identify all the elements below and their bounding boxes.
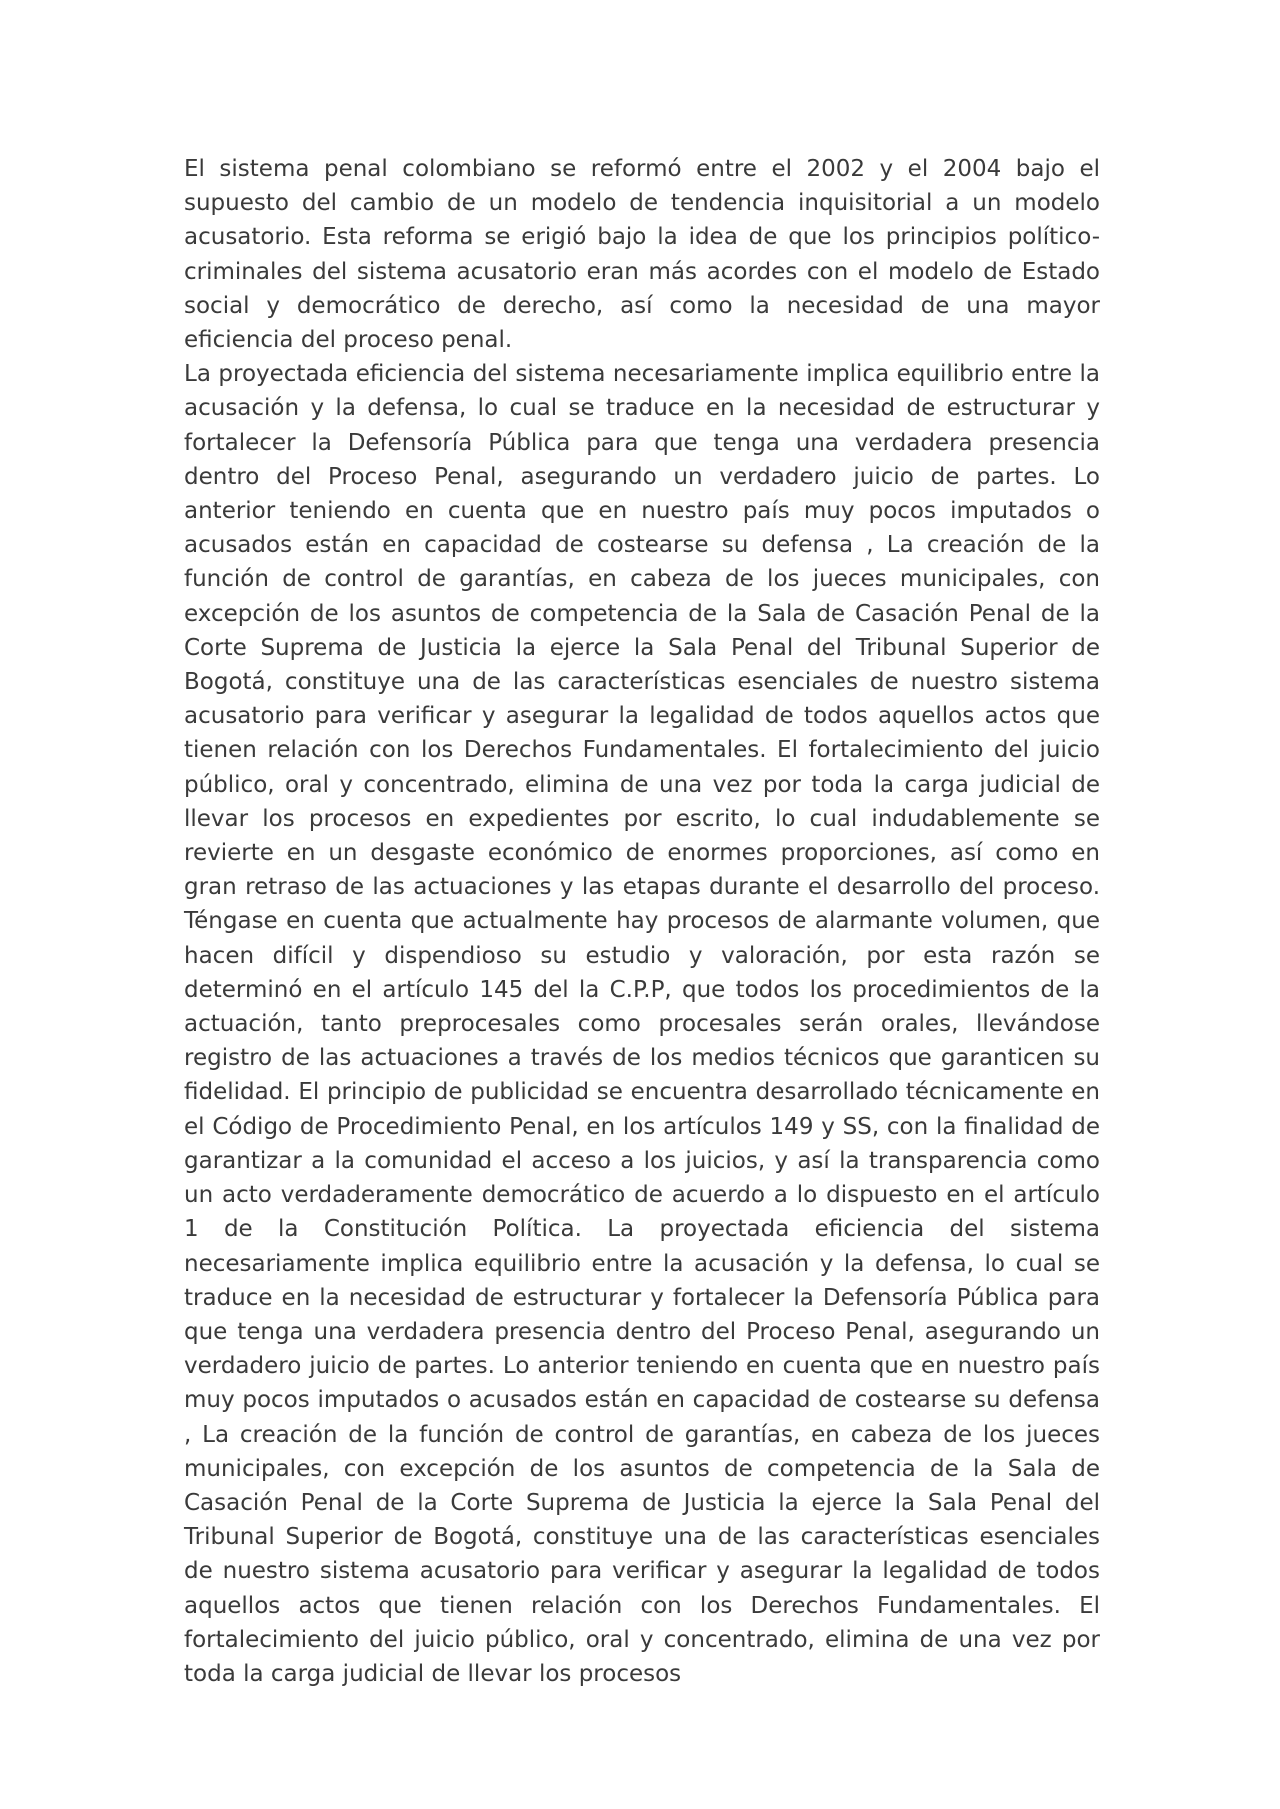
paragraph-2: La proyectada eficiencia del sistema necesariamente implica equilibrio entre la acusación y la defensa, lo cual se traduce en la necesidad de estructurar y fortalecer la Defensoría Pública para que tenga una verdadera presencia dentro del Proceso Penal, asegurando un verdadero juicio de partes. Lo anterior teniendo en cuenta que en nuestro país muy pocos imputados o acusados están en capacidad de costearse su defensa , La creación de la función de control de garantías, en cabeza de los jueces municipales, con excepción de los asuntos de competencia de la Sala de Casación Penal de la Corte Suprema de Justicia la ejerce la Sala Penal del Tribunal Superior de Bogotá, constituye una de las características esenciales de nuestro sistema acusatorio para verificar y asegurar la legalidad de todos aquellos actos que tienen relación con los Derechos Fundamentales. El fortalecimiento del juicio público, oral y concentrado, elimina de una vez por toda la carga judicial de llevar los procesos en expedientes por escrito, lo cual indudablemente se revierte en un desgaste económico de enormes proporciones, así como en gran retraso de las actuaciones y las etapas durante el desarrollo del proceso. Téngase en cuenta que actualmente hay procesos de alarmante volumen, que hacen difícil y dispendioso su estudio y valoración, por esta razón se determinó en el artículo 145 del la C.P.P, que todos los procedimientos de la actuación, tanto preprocesales como procesales serán orales, llevándose registro de las actuaciones a través de los medios técnicos que garanticen su fidelidad. El principio de publicidad se encuentra desarrollado técnicamente en el Código de Procedimiento Penal, en los artículos 149 y SS, con la finalidad de garantizar a la comunidad el acceso a los juicios, y así la transparencia como un acto verdaderamente democrático de acuerdo a lo dispuesto en el artículo 1 de la Constitución Política. La proyectada eficiencia del sistema necesariamente implica equilibrio entre la acusación y la defensa, lo cual se traduce en la necesidad de estructurar y fortalecer la Defensoría Pública para que tenga una verdadera presencia dentro del Proceso Penal, asegurando un verdadero juicio de partes. Lo anterior teniendo en cuenta que en nuestro país muy pocos imputados o acusados están en capacidad de costearse su defensa , La creación de la función de control de garantías, en cabeza de los jueces municipales, con excepción de los asuntos de competencia de la Sala de Casación Penal de la Corte Suprema de Justicia la ejerce la Sala Penal del Tribunal Superior de Bogotá, constituye una de las características esenciales de nuestro sistema acusatorio para verificar y asegurar la legalidad de todos aquellos actos que tienen relación con los Derechos Fundamentales. El fortalecimiento del juicio público, oral y concentrado, elimina de una vez por toda la carga judicial de llevar los procesos (184, 361, 1100, 1687)
body-text (184, 152, 1100, 1691)
paragraph-1: El sistema penal colombiano se reformó entre el 2002 y el 2004 bajo el supuesto del cambio de un modelo de tendencia inquisitorial a un modelo acusatorio. Esta reforma se erigió bajo la idea de que los principios político-criminales del sistema acusatorio eran más acordes con el modelo de Estado social y democrático de derecho, así como la necesidad de una mayor eficiencia del proceso penal. (184, 156, 1100, 354)
